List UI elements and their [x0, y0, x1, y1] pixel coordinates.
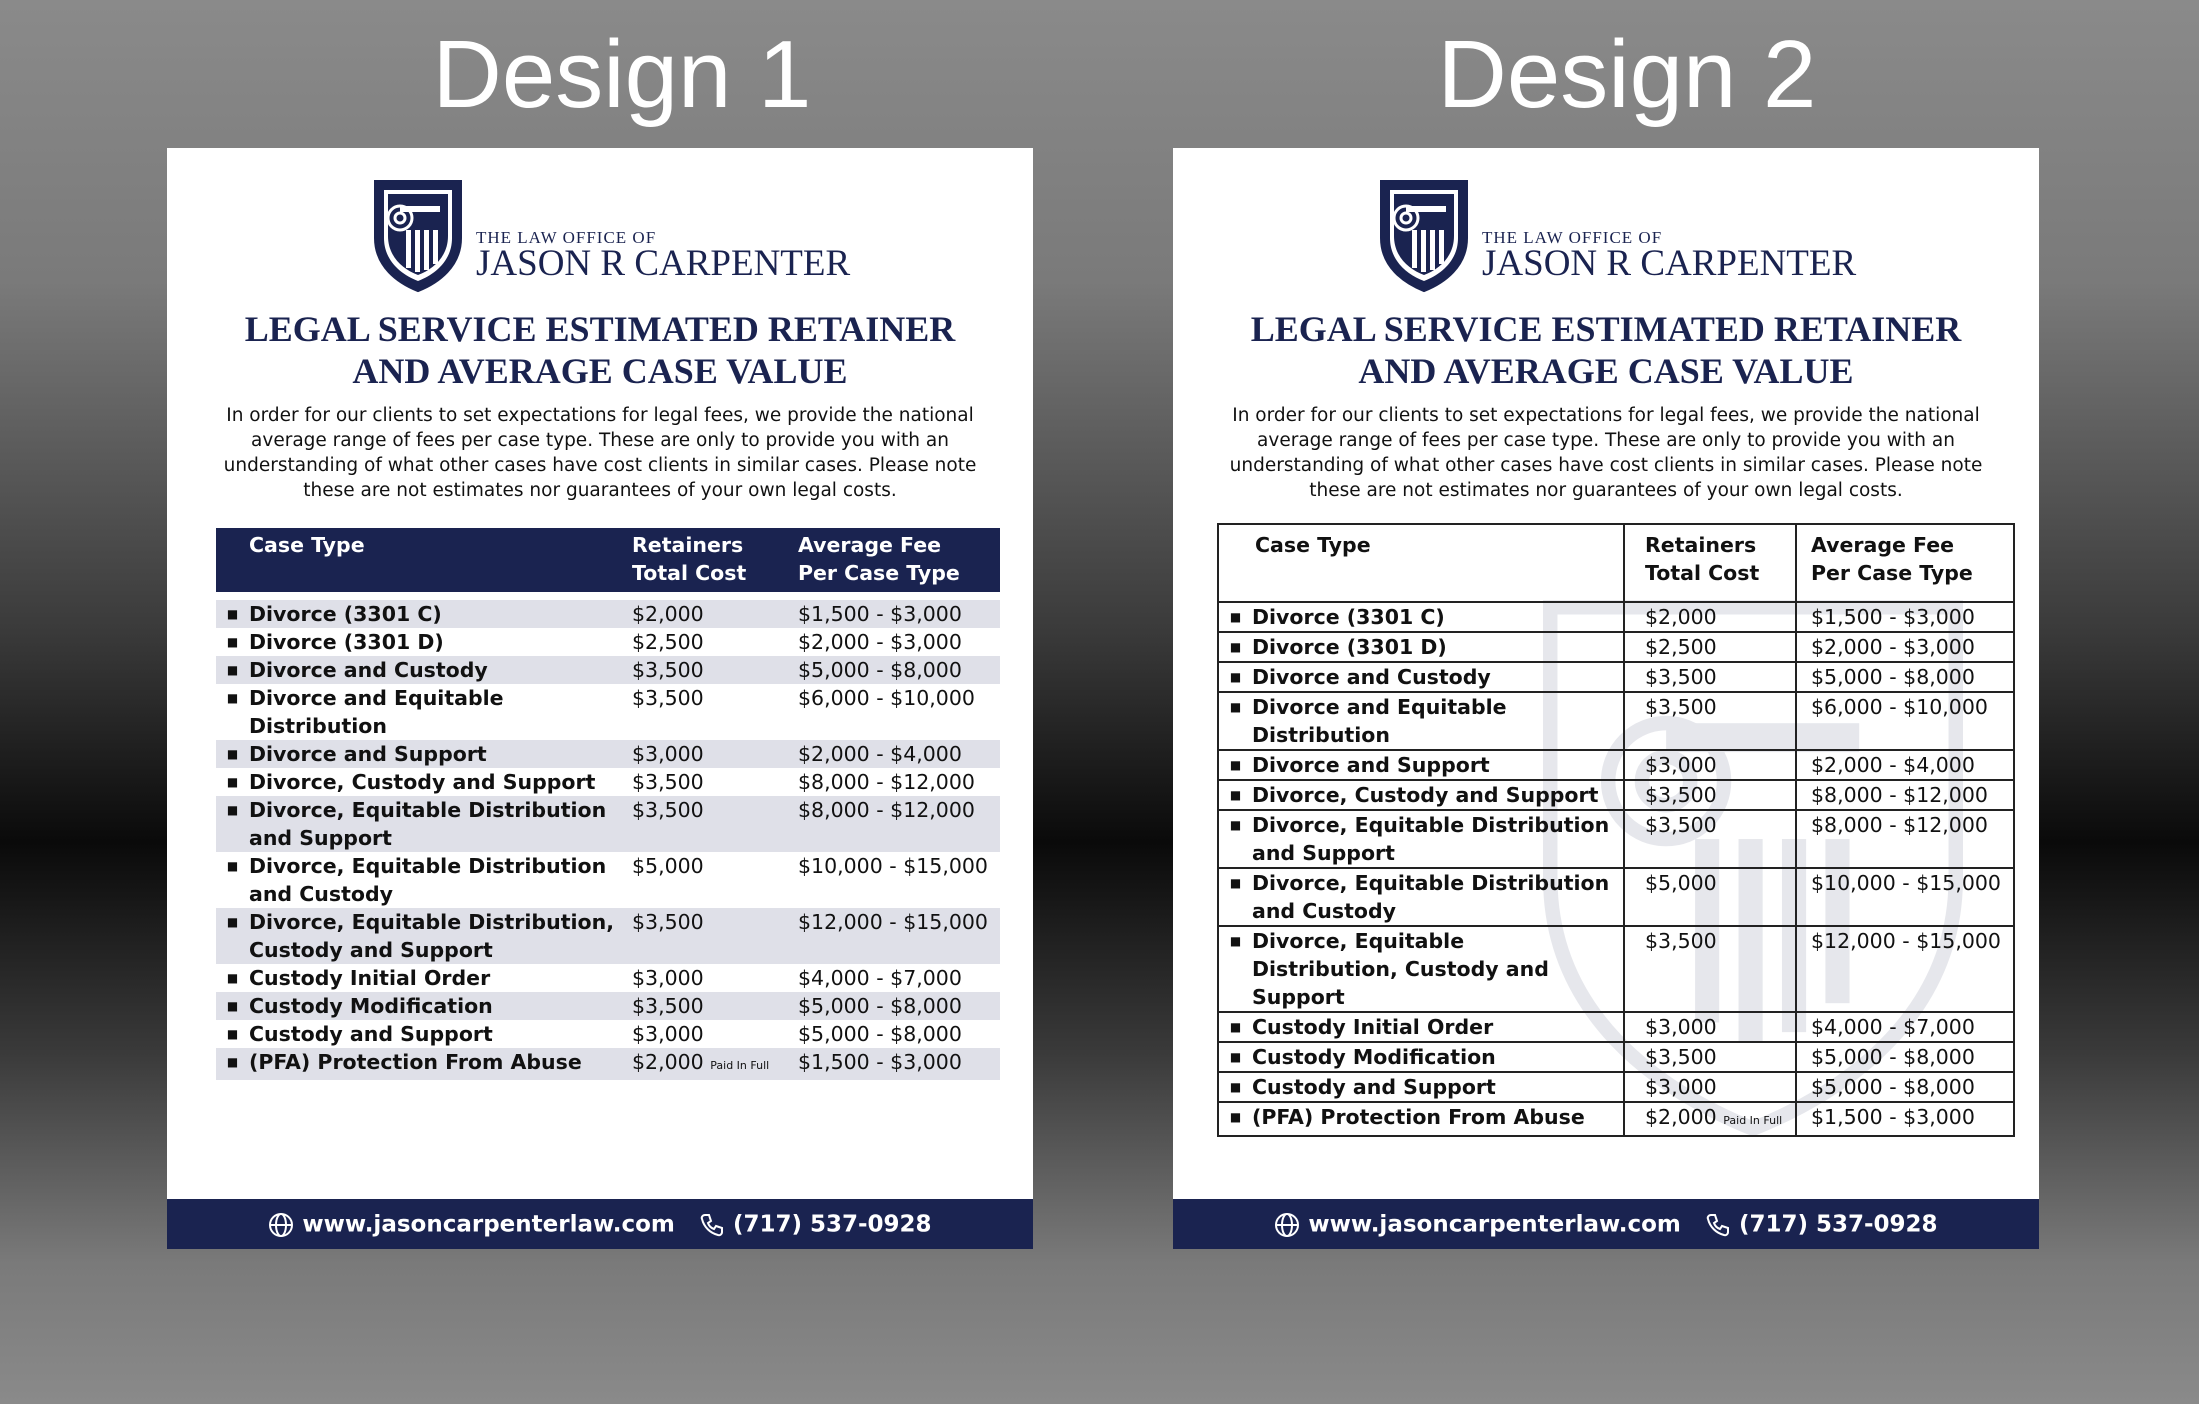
case-type-label: Custody Initial Order	[1252, 1015, 1494, 1039]
average-fee-cell	[1796, 632, 2014, 662]
average-fee-value: $5,000 - $8,000	[1811, 665, 1975, 689]
average-fee-cell	[1796, 750, 2014, 780]
retainer-cell	[632, 656, 798, 684]
case-type-label: Divorce and Equitable Distribution	[249, 686, 504, 738]
retainer-cell	[632, 600, 798, 628]
table-row	[1218, 602, 2014, 632]
table-row	[1218, 810, 2014, 868]
table-row	[1218, 1072, 2014, 1102]
bullet-icon: ■	[226, 1055, 239, 1069]
retainer-value: $3,500	[632, 770, 704, 794]
design-1-label: Design 1	[432, 21, 812, 128]
retainer-value: $3,500	[632, 798, 704, 822]
case-type-cell	[1218, 1102, 1624, 1136]
retainer-cell	[1624, 780, 1796, 810]
website-link[interactable]: www.jasoncarpenterlaw.com	[1308, 1211, 1681, 1238]
retainer-cell	[1624, 602, 1796, 632]
average-fee-value: $6,000 - $10,000	[1811, 695, 1988, 719]
table-row	[216, 992, 1000, 1020]
average-fee-value: $12,000 - $15,000	[1811, 929, 2001, 953]
table-row	[216, 1020, 1000, 1048]
design-2-label: Design 2	[1437, 21, 1817, 128]
bullet-icon: ■	[226, 635, 239, 649]
table-header-row	[1218, 524, 2014, 602]
average-fee-cell	[1796, 1072, 2014, 1102]
case-type-cell	[216, 740, 632, 768]
table-row	[216, 908, 1000, 964]
retainer-value: $3,000	[632, 966, 704, 990]
retainer-value: $2,500	[1645, 635, 1717, 659]
retainer-cell	[1624, 810, 1796, 868]
retainer-value: $3,000	[1645, 753, 1717, 777]
case-type-cell	[216, 964, 632, 992]
table-row	[1218, 662, 2014, 692]
table-row	[216, 768, 1000, 796]
case-type-label: Divorce and Support	[1252, 753, 1490, 777]
firm-logo	[1378, 178, 1858, 298]
case-type-label: Divorce and Support	[249, 742, 487, 766]
average-fee-value: $4,000 - $7,000	[1811, 1015, 1975, 1039]
case-type-label: Divorce, Equitable Distribution and Custody	[249, 854, 607, 906]
retainer-value: $3,500	[632, 658, 704, 682]
average-fee-value: $6,000 - $10,000	[798, 686, 975, 710]
case-type-label: (PFA) Protection From Abuse	[249, 1050, 582, 1074]
document-title: LEGAL SERVICE ESTIMATED RETAINER AND AVERAGE CASE VALUE	[244, 309, 956, 391]
average-fee-cell	[798, 992, 1000, 1020]
table-row	[1218, 632, 2014, 662]
retainer-cell	[632, 992, 798, 1020]
average-fee-value: $10,000 - $15,000	[798, 854, 988, 878]
table-row	[216, 740, 1000, 768]
bullet-icon: ■	[226, 999, 239, 1013]
average-fee-value: $1,500 - $3,000	[1811, 1105, 1975, 1129]
case-type-cell	[1218, 1072, 1624, 1102]
retainer-cell	[1624, 1042, 1796, 1072]
average-fee-value: $5,000 - $8,000	[798, 994, 962, 1018]
average-fee-value: $10,000 - $15,000	[1811, 871, 2001, 895]
bullet-icon: ■	[226, 859, 239, 873]
average-fee-cell	[1796, 1102, 2014, 1136]
bullet-icon: ■	[226, 803, 239, 817]
retainer-value: $3,000	[1645, 1075, 1717, 1099]
average-fee-value: $8,000 - $12,000	[798, 798, 975, 822]
header-case-type: Case Type	[1218, 524, 1624, 602]
average-fee-cell	[798, 600, 1000, 628]
case-type-label: Divorce, Equitable Distribution and Support	[249, 798, 607, 850]
globe-icon	[268, 1212, 294, 1238]
case-type-label: Divorce, Custody and Support	[249, 770, 596, 794]
table-row	[1218, 926, 2014, 1012]
bullet-icon: ■	[226, 971, 239, 985]
table-row	[216, 656, 1000, 684]
retainer-cell	[1624, 868, 1796, 926]
table-row	[216, 628, 1000, 656]
flyer-design-2	[1173, 148, 2039, 1249]
average-fee-value: $5,000 - $8,000	[798, 1022, 962, 1046]
average-fee-cell	[798, 768, 1000, 796]
retainer-value: $2,000	[1645, 605, 1717, 629]
table-row	[1218, 1102, 2014, 1136]
retainer-note: Paid In Full	[1723, 1114, 1783, 1127]
phone-number[interactable]: (717) 537-0928	[732, 1211, 932, 1238]
retainer-value: $2,500	[632, 630, 704, 654]
case-type-label: Divorce and Equitable Distribution	[1252, 695, 1507, 747]
retainer-value: $2,000	[632, 1050, 704, 1074]
header-case-type: Case Type	[249, 533, 365, 557]
case-type-label: Divorce, Equitable Distribution, Custody and Support	[1252, 929, 1549, 1009]
average-fee-value: $2,000 - $4,000	[1811, 753, 1975, 777]
header-retainers: Retainers Total Cost	[632, 533, 747, 585]
bullet-icon: ■	[1229, 818, 1242, 832]
bullet-icon: ■	[226, 915, 239, 929]
retainer-cell	[1624, 1012, 1796, 1042]
average-fee-cell	[1796, 1012, 2014, 1042]
case-type-label: Custody Modification	[249, 994, 493, 1018]
retainer-value: $3,500	[1645, 1045, 1717, 1069]
table-row	[1218, 780, 2014, 810]
case-type-label: Custody Modification	[1252, 1045, 1496, 1069]
bullet-icon: ■	[1229, 876, 1242, 890]
case-type-cell	[1218, 632, 1624, 662]
average-fee-cell	[1796, 1042, 2014, 1072]
website-link[interactable]: www.jasoncarpenterlaw.com	[302, 1211, 675, 1238]
phone-number[interactable]: (717) 537-0928	[1738, 1211, 1938, 1238]
retainer-value: $3,500	[1645, 783, 1717, 807]
table-row	[216, 796, 1000, 852]
case-type-cell	[216, 1020, 632, 1048]
retainer-cell	[1624, 1102, 1796, 1136]
case-type-cell	[1218, 750, 1624, 780]
average-fee-cell	[1796, 780, 2014, 810]
bullet-icon: ■	[1229, 934, 1242, 948]
average-fee-value: $1,500 - $3,000	[798, 602, 962, 626]
intro-paragraph: In order for our clients to set expectations for legal fees, we provide the national average range of fees per case type. These are only to provide you with an understanding of what other cases have cost clients in similar cases. Please note these are not estimates nor guarantees of your own legal costs.	[1229, 405, 1983, 501]
case-type-cell	[216, 628, 632, 656]
retainer-value: $3,000	[1645, 1015, 1717, 1039]
firm-logo-small-text: THE LAW OFFICE OF	[1482, 228, 1663, 247]
average-fee-cell	[1796, 602, 2014, 632]
average-fee-cell	[1796, 926, 2014, 1012]
case-type-label: Custody Initial Order	[249, 966, 491, 990]
firm-name: JASON R CARPENTER	[476, 243, 851, 284]
retainer-value: $3,500	[632, 686, 704, 710]
average-fee-cell	[798, 1020, 1000, 1048]
bullet-icon: ■	[1229, 1080, 1242, 1094]
case-type-cell	[216, 796, 632, 852]
retainer-cell	[1624, 692, 1796, 750]
table-row	[1218, 868, 2014, 926]
retainer-cell	[632, 628, 798, 656]
average-fee-value: $2,000 - $3,000	[1811, 635, 1975, 659]
firm-logo-small-text: THE LAW OFFICE OF	[476, 228, 657, 247]
average-fee-value: $2,000 - $4,000	[798, 742, 962, 766]
average-fee-cell	[798, 628, 1000, 656]
case-type-label: Divorce, Equitable Distribution and Custody	[1252, 871, 1610, 923]
bullet-icon: ■	[226, 1027, 239, 1041]
average-fee-cell	[798, 656, 1000, 684]
retainer-value: $3,500	[1645, 813, 1717, 837]
case-type-cell	[216, 908, 632, 964]
bullet-icon: ■	[226, 691, 239, 705]
case-type-cell	[1218, 810, 1624, 868]
case-type-cell	[216, 600, 632, 628]
average-fee-cell	[1796, 810, 2014, 868]
average-fee-cell	[798, 908, 1000, 964]
case-type-label: (PFA) Protection From Abuse	[1252, 1105, 1585, 1129]
table-body	[1218, 602, 2014, 1136]
average-fee-value: $12,000 - $15,000	[798, 910, 988, 934]
retainer-cell	[632, 1020, 798, 1048]
table-body	[216, 600, 1000, 1080]
average-fee-cell	[798, 852, 1000, 908]
globe-icon	[1274, 1212, 1300, 1238]
average-fee-cell	[798, 740, 1000, 768]
average-fee-cell	[798, 1048, 1000, 1080]
retainer-value: $3,000	[632, 742, 704, 766]
retainer-cell	[632, 852, 798, 908]
retainer-cell	[1624, 750, 1796, 780]
shield-column-icon	[1378, 178, 1470, 294]
bullet-icon: ■	[1229, 670, 1242, 684]
retainer-cell	[1624, 662, 1796, 692]
document-title: LEGAL SERVICE ESTIMATED RETAINER AND AVERAGE CASE VALUE	[1250, 309, 1962, 391]
table-row	[216, 600, 1000, 628]
footer-bar	[167, 1199, 1033, 1249]
case-type-cell	[1218, 926, 1624, 1012]
retainer-cell	[632, 908, 798, 964]
table-row	[1218, 1012, 2014, 1042]
retainer-cell	[632, 768, 798, 796]
average-fee-cell	[1796, 662, 2014, 692]
retainer-cell	[632, 740, 798, 768]
average-fee-value: $2,000 - $3,000	[798, 630, 962, 654]
case-type-cell	[1218, 780, 1624, 810]
bullet-icon: ■	[1229, 700, 1242, 714]
retainer-cell	[1624, 1072, 1796, 1102]
average-fee-value: $4,000 - $7,000	[798, 966, 962, 990]
retainer-value: $2,000	[1645, 1105, 1717, 1129]
retainer-value: $3,500	[1645, 665, 1717, 689]
bullet-icon: ■	[1229, 610, 1242, 624]
bullet-icon: ■	[1229, 1110, 1242, 1124]
case-type-label: Divorce and Custody	[1252, 665, 1491, 689]
average-fee-cell	[798, 964, 1000, 992]
retainer-value: $2,000	[632, 602, 704, 626]
table-row	[216, 852, 1000, 908]
case-type-label: Divorce, Custody and Support	[1252, 783, 1599, 807]
retainer-value: $3,500	[632, 910, 704, 934]
bullet-icon: ■	[1229, 640, 1242, 654]
case-type-label: Divorce (3301 D)	[249, 630, 444, 654]
retainer-cell	[632, 964, 798, 992]
case-type-cell	[216, 768, 632, 796]
retainer-value: $3,500	[1645, 695, 1717, 719]
average-fee-value: $8,000 - $12,000	[798, 770, 975, 794]
bullet-icon: ■	[226, 663, 239, 677]
phone-icon	[1705, 1212, 1731, 1238]
case-type-cell	[1218, 692, 1624, 750]
case-type-label: Divorce and Custody	[249, 658, 488, 682]
intro-paragraph: In order for our clients to set expectations for legal fees, we provide the national average range of fees per case type. These are only to provide you with an understanding of what other cases have cost clients in similar cases. Please note these are not estimates nor guarantees of your own legal costs.	[223, 405, 977, 501]
retainer-value: $3,500	[1645, 929, 1717, 953]
table-row	[216, 684, 1000, 740]
retainer-cell	[1624, 632, 1796, 662]
retainer-cell	[1624, 926, 1796, 1012]
average-fee-value: $8,000 - $12,000	[1811, 813, 1988, 837]
firm-logo	[372, 178, 852, 298]
bullet-icon: ■	[1229, 1050, 1242, 1064]
average-fee-value: $5,000 - $8,000	[1811, 1075, 1975, 1099]
case-type-label: Divorce (3301 C)	[1252, 605, 1445, 629]
case-type-label: Divorce (3301 C)	[249, 602, 442, 626]
case-type-cell	[216, 992, 632, 1020]
shield-column-icon	[372, 178, 464, 294]
case-type-cell	[216, 852, 632, 908]
case-type-cell	[1218, 868, 1624, 926]
flyer-design-1	[167, 148, 1033, 1249]
fee-table	[216, 528, 1000, 1080]
table-row	[216, 1048, 1000, 1080]
bullet-icon: ■	[1229, 1020, 1242, 1034]
retainer-cell	[632, 684, 798, 740]
header-average-fee: Average Fee Per Case Type	[798, 533, 960, 585]
case-type-cell	[216, 684, 632, 740]
case-type-label: Custody and Support	[249, 1022, 493, 1046]
table-row	[1218, 750, 2014, 780]
average-fee-value: $5,000 - $8,000	[1811, 1045, 1975, 1069]
retainer-value: $3,500	[632, 994, 704, 1018]
bullet-icon: ■	[1229, 788, 1242, 802]
firm-name: JASON R CARPENTER	[1482, 243, 1857, 284]
retainer-value: $3,000	[632, 1022, 704, 1046]
average-fee-value: $1,500 - $3,000	[1811, 605, 1975, 629]
case-type-cell	[216, 1048, 632, 1080]
table-row	[1218, 692, 2014, 750]
bullet-icon: ■	[226, 747, 239, 761]
case-type-label: Divorce, Equitable Distribution, Custody and Support	[249, 910, 614, 962]
case-type-cell	[1218, 662, 1624, 692]
average-fee-value: $5,000 - $8,000	[798, 658, 962, 682]
case-type-label: Divorce (3301 D)	[1252, 635, 1447, 659]
average-fee-cell	[1796, 868, 2014, 926]
average-fee-cell	[1796, 692, 2014, 750]
case-type-cell	[1218, 1012, 1624, 1042]
retainer-cell	[632, 1048, 798, 1080]
case-type-label: Divorce, Equitable Distribution and Support	[1252, 813, 1610, 865]
case-type-cell	[1218, 602, 1624, 632]
average-fee-value: $1,500 - $3,000	[798, 1050, 962, 1074]
table-header-row	[216, 528, 1000, 592]
header-average-fee: Average Fee Per Case Type	[1796, 524, 2014, 602]
average-fee-value: $8,000 - $12,000	[1811, 783, 1988, 807]
bullet-icon: ■	[1229, 758, 1242, 772]
table-row	[1218, 1042, 2014, 1072]
retainer-note: Paid In Full	[710, 1059, 770, 1072]
fee-table	[1217, 523, 2015, 1137]
case-type-label: Custody and Support	[1252, 1075, 1496, 1099]
retainer-value: $5,000	[1645, 871, 1717, 895]
bullet-icon: ■	[226, 775, 239, 789]
header-retainers: Retainers Total Cost	[1624, 524, 1796, 602]
average-fee-cell	[798, 796, 1000, 852]
average-fee-cell	[798, 684, 1000, 740]
retainer-value: $5,000	[632, 854, 704, 878]
footer-bar	[1173, 1199, 2039, 1249]
case-type-cell	[216, 656, 632, 684]
bullet-icon: ■	[226, 607, 239, 621]
phone-icon	[699, 1212, 725, 1238]
retainer-cell	[632, 796, 798, 852]
table-row	[216, 964, 1000, 992]
case-type-cell	[1218, 1042, 1624, 1072]
